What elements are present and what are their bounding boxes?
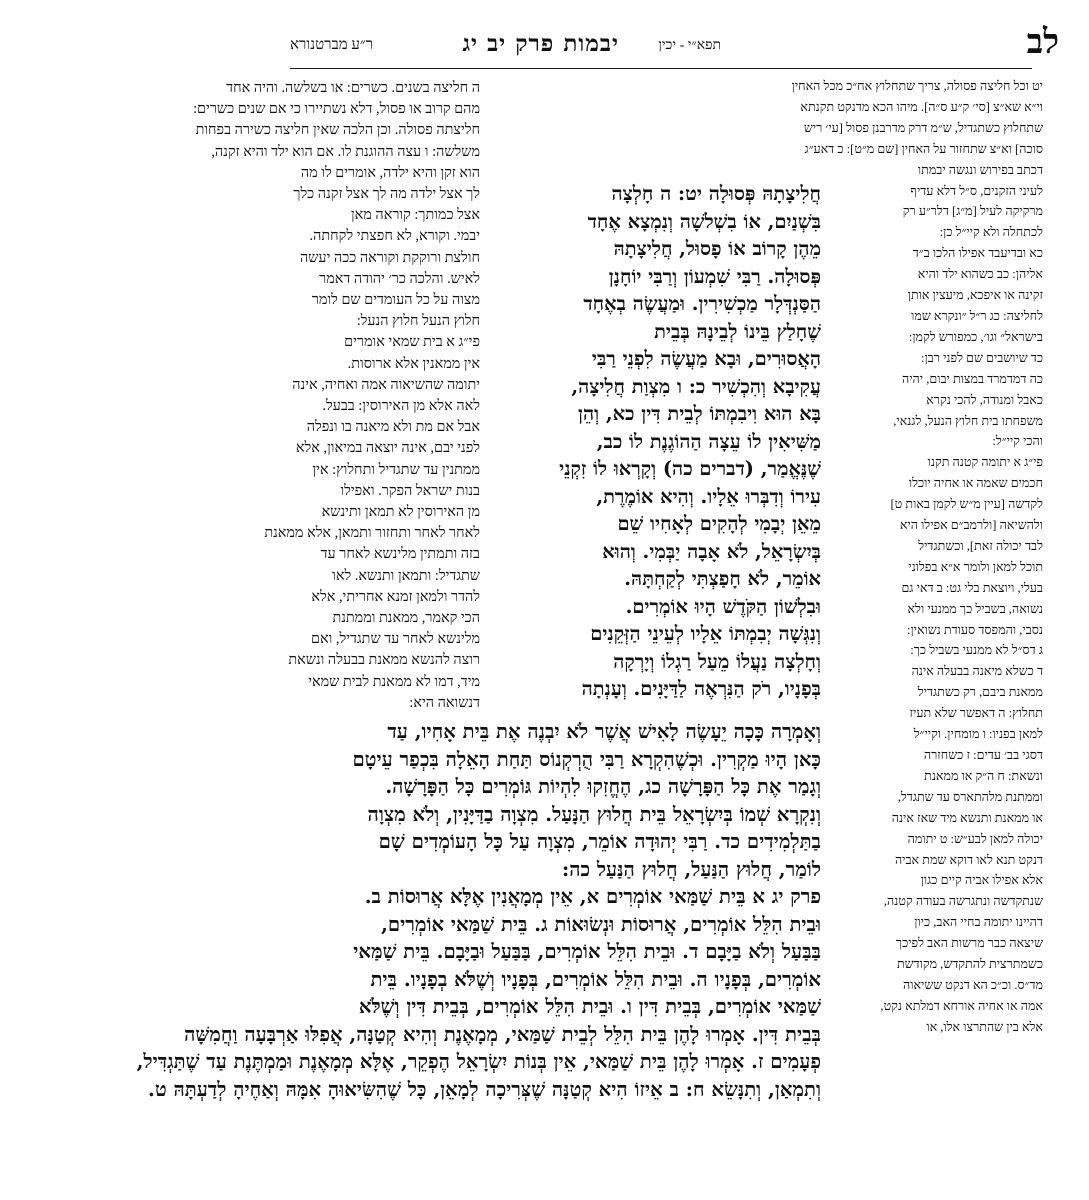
commentary-line: וממתנת מלהתארס עד שתגדל, xyxy=(897,789,1043,804)
mishnah-line: פרק יג א בֵּית שַׁמַּאי אוֹמְרִים א, אֵין מְמָאֲנִין אֶלָּא אֲרוּסוֹת ב. xyxy=(364,885,821,908)
right-commentary-column xyxy=(791,76,1043,1038)
mishnah-line: וּבֵית הִלֵּל אוֹמְרִים, אֲרוּסוֹת וּנְשׂוּאוֹת ג. בֵּית שַׁמַּאי אוֹמְרִים, xyxy=(381,912,821,936)
commentary-line: לאיש. והלכה כר׳ יהודה דאמר xyxy=(319,270,480,287)
commentary-line: שתחלוץ כשתגדיל, ש״מ דרק מדרבנן פסול [עי׳ ריש xyxy=(803,120,1043,135)
mishnah-line: פְּסוּלָה. רַבִּי שִׁמְעוֹן וְרַבִּי יוֹחָנָן xyxy=(608,264,821,288)
commentary-line: לקדשה [עיין מ״ש לקמן באות ט] xyxy=(890,497,1043,512)
commentary-line: משפחתו בית חלוץ הנעל, לגנאי, xyxy=(893,413,1043,428)
commentary-line: מן האירוסין לא תמאן ותינשא xyxy=(321,504,480,521)
commentary-line: ממתנין עד שתגדיל ותחלוץ: אין xyxy=(312,461,480,478)
mishnah-line: שֶׁנֶּאֱמַר, (דברים כה) וְקָרְאוּ לוֹ זִקְנֵי xyxy=(559,457,821,480)
page-header xyxy=(290,22,1059,62)
mishnah-line: מֵאֵן יְבָמִי לְהָקִים לְאָחִיו שֵׁם xyxy=(617,512,821,535)
mishnah-line: בְּיִשְׂרָאֵל, לֹא אָבָה יַבְּמִי. וְהוּא xyxy=(602,539,821,563)
commentary-line: כשמתרצית להתקדש, מקודשת xyxy=(896,957,1043,972)
commentary-line: חליצתה פסולה. וכן הלכה שאין חליצה כשירה בפחות xyxy=(195,122,480,139)
commentary-line: הכי קאמר, ממאנת וממתנת xyxy=(332,610,480,627)
mishnah-line: פְעָמִים ז. אָמְרוּ לָהֶן בֵּית שַׁמַּאי, אֵין בְּנוֹת יִשְׂרָאֵל הֶפְקֵר, אֶלָּא מְמָאֶנֶת וּמַמְתֶּנֶת עַד שֶׁתַּגְדִּיל, xyxy=(136,1050,821,1073)
commentary-line: דנקט תנא לאו דוקא שמת אביה xyxy=(894,852,1043,867)
commentary-line: רוצה להנשא ממאנת בבעלה ונשאת xyxy=(288,652,480,669)
commentary-line: למאן בפניו: ו מומחין. וקיי״ל xyxy=(913,727,1043,742)
commentary-line: אמה או אחיה אורחא דמלתא נקט, xyxy=(880,998,1043,1013)
mishnah-line: חֲלִיצָתָהּ פְּסוּלָה יט: ה חָלְצָה xyxy=(611,182,821,205)
left-commentary-column xyxy=(193,78,480,714)
commentary-line: מצוה על כל העומדים שם לומר xyxy=(311,292,480,309)
commentary-line: יבמי. וקורא, לא חפצתי לקחתה. xyxy=(309,228,480,245)
commentary-line: דסגי בב׳ עדים: ז כשחזרה xyxy=(923,748,1043,762)
commentary-line: נסבי, והמפסד סעודת נשואין: xyxy=(906,622,1043,637)
mishnah-line: וְנִגְּשָׁה יְבִמְתּוֹ אֵלָיו לְעֵינֵי הַזְּקֵנִים xyxy=(590,622,821,645)
mishnah-line: שֶׁחָלַץ בֵּינוֹ לְבֵינָהּ בְּבֵית xyxy=(654,319,821,343)
mishnah-main-column xyxy=(551,180,821,703)
mishnah-line: בְּבֵית דִּין. אָמְרוּ לָהֶן בֵּית הִלֵּל לְבֵית שַׁמַּאי, מְמָאֶנֶת וְהִיא קְטַנָּה, אֲפִלּוּ אַרְבָּעָה וַחֲמִשָּׁה xyxy=(184,1022,821,1046)
mishnah-line: כָּאן הָיוּ מַקְרִין. וּכְשֶׁהִקְרָא רַבִּי הֻרְקְנוֹס תַּחַת הָאֵלָה בִּכְפַר עֵיטָם xyxy=(352,747,821,771)
commentary-line: כד שיושבים שם לפני רבן: xyxy=(920,350,1043,365)
mishnah-line: בָּא הוּא וִיבִמְתּוֹ לְבֵית דִּין כא, וְהֵן xyxy=(578,402,821,425)
commentary-line: לאה אלא מן האירוסין: בבעל. xyxy=(322,398,480,415)
commentary-line: מהם קרוב או פסול, דלא נשתיירו כי אם שנים כשרים: xyxy=(193,101,480,118)
commentary-line: דכתב בפירוש ונגשה יבמתו xyxy=(917,162,1043,177)
commentary-line: כה דמדמרד במצות יבום, יהיה xyxy=(901,371,1043,386)
commentary-line: דנשואה היא: xyxy=(409,694,480,711)
commentary-line: אלא בין שהתרצו אלו, או xyxy=(926,1019,1043,1034)
commentary-line: הוא זקן והיא ילדה, אומרים לו מה xyxy=(300,164,480,181)
commentary-line: לך אצל ילדה מה לך אצל זקנה כלך xyxy=(293,186,480,203)
mishnah-line: עֲקִיבָא וְהִכְשִׁיר כ: ו מִצְוַת חֲלִיצָה, xyxy=(571,374,821,398)
commentary-line: אבל אם מת ולא מיאנה בו ונפלה xyxy=(306,419,480,436)
mishnah-line: בִּשְׁנַיִם, אוֹ בִשְׁלשָׁה וְנִמְצָא אֶחָד xyxy=(587,209,821,233)
commentary-line: אלא אפילו אביה קיים כגון xyxy=(920,873,1043,888)
mishnah-line: וְגָמַר אֶת כָּל הַפָּרָשָׁה כג, הֶחֱזִקוּ לִהְיוֹת גּוֹמְרִים כָּל הַפָּרָשָׁה. xyxy=(385,775,821,798)
commentary-line: כאבל ומנודה, להכי נקרא xyxy=(926,392,1043,407)
commentary-line: מד״ס. וכ״כ הא דנקט ששיאוה xyxy=(903,977,1043,992)
commentary-line: ממאנת ביבם, רק כשתגדיל xyxy=(917,685,1043,700)
commentary-line: והכי קיי״ל: xyxy=(992,434,1043,449)
commentary-line: מיד, דמו לא ממאנת לבית שמאי xyxy=(308,673,480,690)
commentary-line: דהיינו יתומה בחיי האב, כיון xyxy=(914,915,1043,930)
commentary-line: סוכה] וא״צ שתחזור על האחין [שם מ״ט]: כ דאע״ג xyxy=(804,141,1043,156)
chapter-title: יבמות פרק יב יג xyxy=(462,30,619,57)
mishnah-line: וּבִלְשׁוֹן הַקֹּדֶשׁ הָיוּ אוֹמְרִים. xyxy=(625,594,821,618)
commentary-line: שיצאה כבר מרשות האב לפיכך xyxy=(895,936,1043,951)
mishnah-line: וְנִקְרָא שְׁמוֹ בְּיִשְׂרָאֵל בֵּית חֲלוּץ הַנָּעַל. מִצְוָה בַדַּיָּנִין, וְלֹא מִצְוָה xyxy=(367,802,821,826)
commentary-line: חכמים שאמה או אחיה יוכלו xyxy=(908,476,1043,491)
commentary-line: לכתחלה ולא קיי״ל כן: xyxy=(939,225,1043,240)
commentary-line: ולהשיאה [ולרמב״ם אפילו היא xyxy=(899,518,1043,533)
commentary-line: בעלי, ויוצאת בלי גט: ב דאי גם xyxy=(901,580,1043,595)
commentary-line: כא ובדיעבד אפילו הלכו ב״ד xyxy=(912,246,1043,261)
commentary-line: לעיני הזקנים, ס״ל דלא עדיף xyxy=(910,183,1043,198)
commentary-line: פי״ג א בית שמאי אומרים xyxy=(344,334,480,351)
page-number: לב xyxy=(1026,22,1059,62)
mishnah-line: עִירוֹ וְדִבְּרוּ אֵלָיו. וְהִיא אוֹמֶרֶת, xyxy=(596,484,821,508)
commentary-line: פי״ג א יתומה קטנה תקנו xyxy=(927,455,1043,470)
header-rule xyxy=(290,68,1032,69)
mishnah-line: לוֹמַר, חֲלוּץ הַנַּעַל, חֲלוּץ הַנַּעַל כה: xyxy=(561,857,821,881)
commentary-line: בזה ותמתין מלינשא לאחר עד xyxy=(320,546,480,563)
commentary-range: תפא״י - יכין xyxy=(658,38,721,53)
mishnah-line: וְחָלְצָה נַעֲלוֹ מֵעַל רַגְלוֹ וְיָרְקָה xyxy=(613,649,821,673)
mishnah-bottom-text xyxy=(136,718,821,1103)
mishnah-line: אוֹמֵר, לֹא חָפַצְתִּי לְקַחְתָּהּ. xyxy=(624,567,821,590)
commentary-line: וי״א שא״צ [סי׳ ק״ע ס״ה]. מיהו הכא מדנקט תקנתא xyxy=(800,99,1043,114)
commentary-line: חולצת ורוקקת וקוראה ככה יעשה xyxy=(299,249,480,266)
mishnah-line: וְתִמְאַן, וְתִנָּשֵׂא ח: ב אֵיזוֹ הִיא קְטַנָּה שֶׁצְּרִיכָה לְמָאֵן, כָּל שֶׁהִשִּׂיאוּהָ אִמָּהּ וְאַחֶיהָ לְדַעְתָּהּ ט. xyxy=(148,1077,821,1101)
commentary-line: לפני יבם, אינה יוצאה במיאון, אלא xyxy=(295,440,480,457)
commentary-line: יכולה למאן לבע״ש: ט יתומה xyxy=(907,831,1043,846)
commentary-line: ג דס״ל לא ממנעי בשביל כך: xyxy=(910,643,1043,658)
commentary-line: אצל כמותך: קוראה מאן xyxy=(351,207,480,224)
mishnah-line: וְאָמְרָה כָּכָה יֵעָשֶׂה לָאִישׁ אֲשֶׁר לֹא יִבְנֶה אֶת בֵּית אָחִיו, עַד xyxy=(387,720,821,743)
commentary-line: ה חליצה בשנים. כשרים: או בשלשה. והיה אחד xyxy=(226,80,480,96)
commentary-line: בישראל״ וגו׳, כמפורש לקמן: xyxy=(908,329,1043,344)
mishnah-line: הָאֲסוּרִים, וּבָא מַעֲשֶׂה לִפְנֵי רַבִּי xyxy=(591,347,821,370)
commentary-line: תחלוץ: ה דאפשר שלא תעיז xyxy=(909,706,1043,721)
mishnah-line: מַשִּׁיאִין לוֹ עֵצָה הַהוֹגֶנֶת לוֹ כב, xyxy=(596,429,821,453)
commentary-line: אליהן: כב כשהוא ילד והיא xyxy=(917,267,1043,282)
mishnah-line: שַׁמַּאי אוֹמְרִים, בְּבֵית דִּין ו. וּבֵית הִלֵּל אוֹמְרִים, בְּבֵית דִּין וְשֶׁלֹּא xyxy=(358,995,821,1018)
commentary-line: אין ממאנין אלא ארוסות. xyxy=(347,355,480,372)
mishnah-line: בַּבַּעַל וְלֹא בַיָּבָם ד. וּבֵית הִלֵּל אוֹמְרִים, בַּבַּעַל וּבַיָּבָם. בֵּית שַׁמַּאי xyxy=(353,940,821,963)
mishnah-line: בְּפָנָיו, רֹק הַנִּרְאֶה לַדַּיָּנִים. וְעָנְתָה xyxy=(581,677,821,700)
commentary-line: נשואה, בשביל כך ממנעי ולא xyxy=(907,601,1043,616)
commentary-line: לבד יכולה זאת], וכשתגדיל xyxy=(918,538,1043,553)
commentary-line: חלוץ הנעל חלוץ הנעל: xyxy=(356,313,480,330)
commentary-line: שנתקדשה ונתגרשה בעודה קטנה, xyxy=(883,894,1043,909)
commentary-line: זקינה או איפכא, מיעצין אותן xyxy=(907,288,1043,303)
commentary-line: או ממאנת ותנשא מיד שאז אינה xyxy=(891,810,1043,825)
commentary-line: מרקיקה לעיל [מ״ג] דלר״ע רק xyxy=(902,204,1043,219)
commentary-line: יט וכל חליצה פסולה, צריך שתחלוץ אח״כ מכל האחין xyxy=(791,79,1043,93)
commentary-author: ר״ע מברטנורא xyxy=(290,37,373,53)
commentary-line: תוכל למאן ולומר א״א בפלוני xyxy=(908,559,1043,574)
commentary-line: לחליצה: כג ר״ל ״ונקרא שמו xyxy=(911,308,1043,323)
commentary-line: ד כשלא מיאנה בבעלה אינה xyxy=(911,664,1043,679)
mishnah-line: בַתַּלְמִידִים כד. רַבִּי יְהוּדָה אוֹמֵר, מִצְוָה עַל כָּל הָעוֹמְדִים שָׁם xyxy=(378,830,821,853)
mishnah-line: מֵהֶן קָרוֹב אוֹ פָסוּל, חֲלִיצָתָהּ xyxy=(613,237,821,260)
commentary-line: ונשאת: ח ה״ק או ממאנת xyxy=(924,768,1043,783)
commentary-line: להדר ולמאן זמנא אחריתי, אלא xyxy=(311,588,480,605)
commentary-line: שתגדיל: ותמאן ותנשא. לאו xyxy=(332,567,480,584)
commentary-line: בנות ישראל הפקר. ואפילו xyxy=(340,482,480,499)
commentary-line: לאחר לאחר ותחזור ותמאן, אלא ממאנת xyxy=(264,525,480,542)
commentary-line: מלינשא לאחר עד שתגדיל, ואם xyxy=(311,631,480,648)
commentary-line: יתומה שהשיאוה אמה ואחיה, אינה xyxy=(292,376,480,393)
mishnah-line: אוֹמְרִים, בְּפָנָיו ה. וּבֵית הִלֵּל אוֹמְרִים, בְּפָנָיו וְשֶׁלֹּא בְפָנָיו. בֵּית xyxy=(370,967,821,991)
commentary-line: משלשה: ו עצה ההוגנת לו. אם הוא ילד והיא זקנה, xyxy=(211,143,480,160)
mishnah-line: הַסַּנְדְּלָר מַכְשִׁירִין. וּמַעֲשֶׂה בְאֶחָד xyxy=(583,292,821,315)
